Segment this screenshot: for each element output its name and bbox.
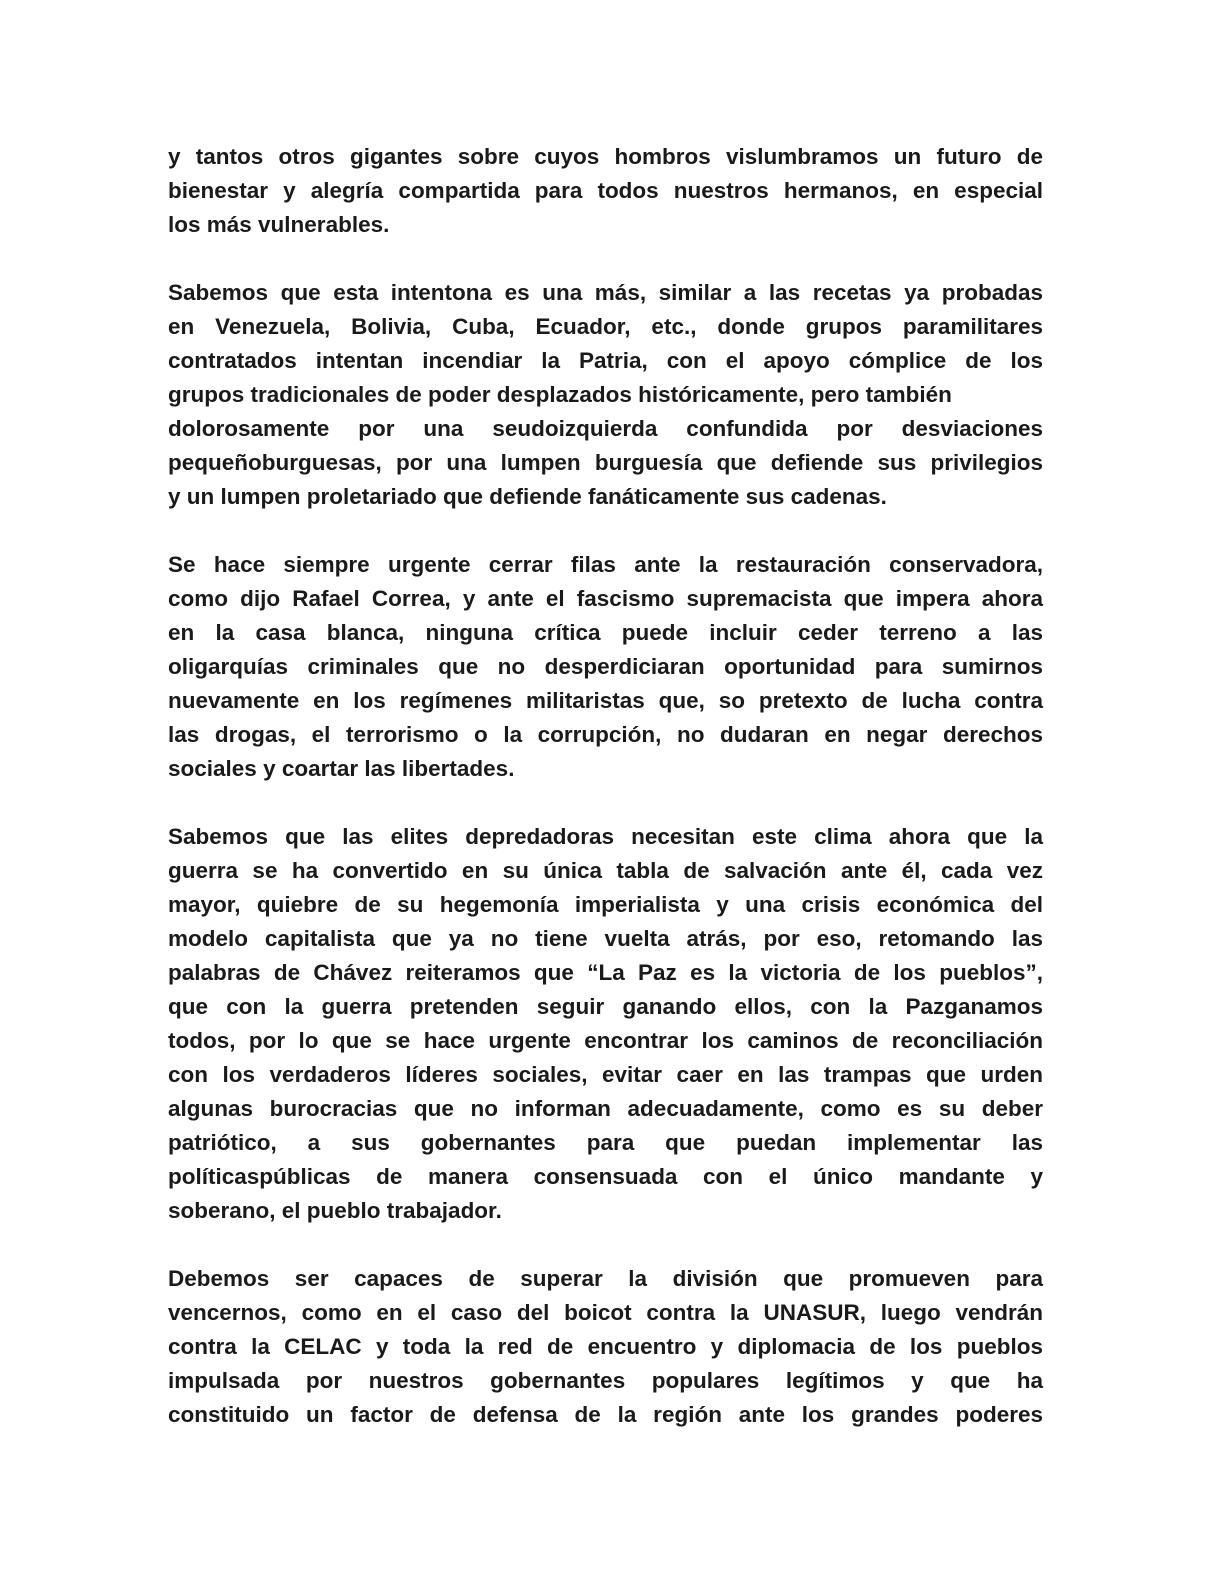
text-line: palabras de Chávez reiteramos que “La Paz es la victoria de los pueblos”, (168, 960, 1043, 985)
text-line: en la casa blanca, ninguna crítica puede incluir ceder terreno a las (168, 620, 1043, 645)
text-line: impulsada por nuestros gobernantes populares legítimos y que ha (168, 1368, 1043, 1393)
document-body (168, 140, 1043, 1466)
text-line: las drogas, el terrorismo o la corrupción, no dudaran en negar derechos (168, 722, 1043, 747)
text-line: los más vulnerables. (168, 212, 390, 237)
text-line: con los verdaderos líderes sociales, evitar caer en las trampas que urden (168, 1062, 1043, 1087)
text-line: que con la guerra pretenden seguir ganando ellos, con la Pazganamos (168, 994, 1043, 1019)
text-line: bienestar y alegría compartida para todos nuestros hermanos, en especial (168, 178, 1043, 203)
text-line: políticaspúblicas de manera consensuada con el único mandante y (168, 1164, 1043, 1189)
text-line: Sabemos que esta intentona es una más, similar a las recetas ya probadas (168, 280, 1043, 305)
text-line: modelo capitalista que ya no tiene vuelta atrás, por eso, retomando las (168, 926, 1043, 951)
text-line: algunas burocracias que no informan adecuadamente, como es su deber (168, 1096, 1043, 1121)
paragraph-5 (168, 1262, 1043, 1432)
text-line: todos, por lo que se hace urgente encontrar los caminos de reconciliación (168, 1028, 1043, 1053)
text-line: nuevamente en los regímenes militaristas que, so pretexto de lucha contra (168, 688, 1043, 713)
text-line: soberano, el pueblo trabajador. (168, 1198, 502, 1223)
text-line: oligarquías criminales que no desperdiciaran oportunidad para sumirnos (168, 654, 1043, 679)
text-line: Debemos ser capaces de superar la división que promueven para (168, 1266, 1043, 1291)
text-line: mayor, quiebre de su hegemonía imperialista y una crisis económica del (168, 892, 1043, 917)
paragraph-2 (168, 276, 1043, 514)
text-line: constituido un factor de defensa de la región ante los grandes poderes (168, 1402, 1043, 1427)
text-line: grupos tradicionales de poder desplazados históricamente, pero también (168, 382, 952, 407)
paragraph-1 (168, 140, 1043, 242)
text-line: y tantos otros gigantes sobre cuyos hombros vislumbramos un futuro de (168, 144, 1043, 169)
text-line: Se hace siempre urgente cerrar filas ante la restauración conservadora, (168, 552, 1043, 577)
text-line: Sabemos que las elites depredadoras necesitan este clima ahora que la (168, 824, 1043, 849)
paragraph-4 (168, 820, 1043, 1228)
text-line: como dijo Rafael Correa, y ante el fascismo supremacista que impera ahora (168, 586, 1043, 611)
text-line: contratados intentan incendiar la Patria, con el apoyo cómplice de los (168, 348, 1043, 373)
text-line: vencernos, como en el caso del boicot contra la UNASUR, luego vendrán (168, 1300, 1043, 1325)
text-line: pequeñoburguesas, por una lumpen burguesía que defiende sus privilegios (168, 450, 1043, 475)
text-line: contra la CELAC y toda la red de encuentro y diplomacia de los pueblos (168, 1334, 1043, 1359)
text-line: en Venezuela, Bolivia, Cuba, Ecuador, etc., donde grupos paramilitares (168, 314, 1043, 339)
paragraph-3 (168, 548, 1043, 786)
text-line: patriótico, a sus gobernantes para que puedan implementar las (168, 1130, 1043, 1155)
text-line: y un lumpen proletariado que defiende fanáticamente sus cadenas. (168, 484, 887, 509)
text-line: sociales y coartar las libertades. (168, 756, 515, 781)
text-line: guerra se ha convertido en su única tabla de salvación ante él, cada vez (168, 858, 1043, 883)
text-line: dolorosamente por una seudoizquierda confundida por desviaciones (168, 416, 1043, 441)
